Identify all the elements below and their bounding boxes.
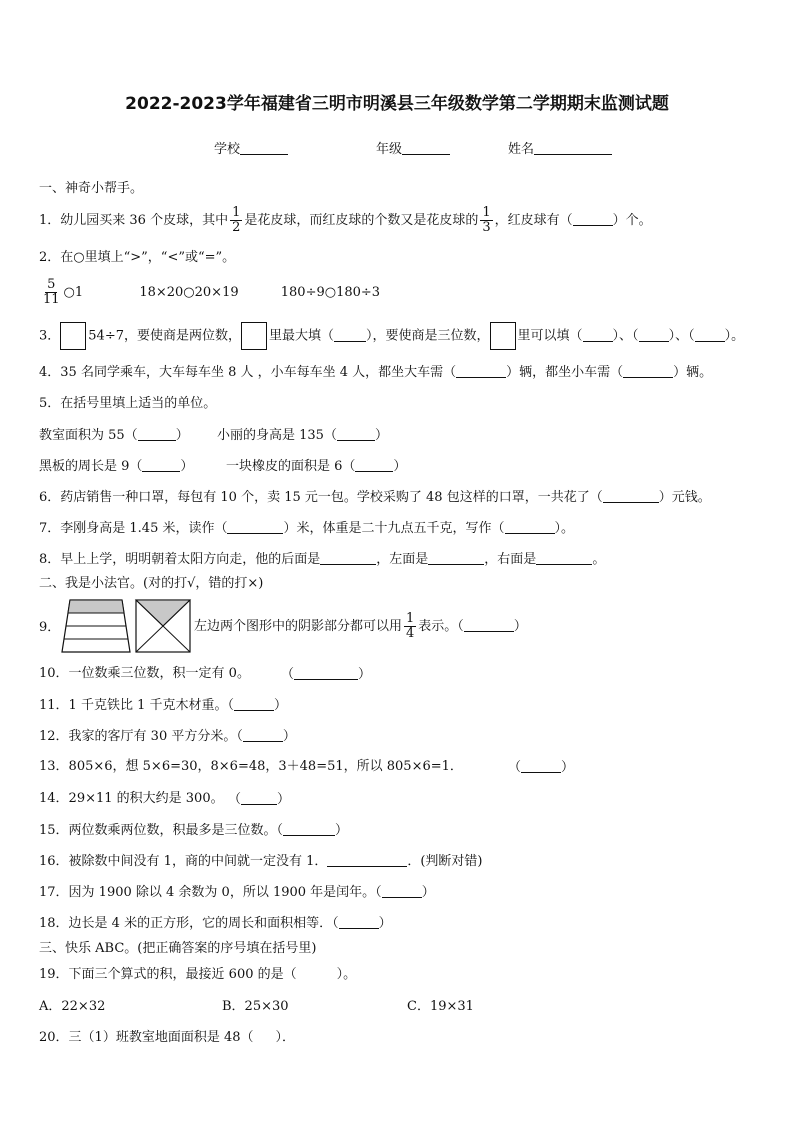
question-17	[39, 883, 435, 902]
q11-blank[interactable]	[234, 696, 274, 711]
q19-option-c[interactable]: C．19×31	[407, 999, 474, 1014]
q3-text-b: 里最大填（	[269, 328, 335, 344]
q4-text-a: 4．35 名同学乘车，大车每车坐 8 人 ，小车每车坐 4 人，都坐大车需（	[39, 365, 457, 380]
q3-blank-2[interactable]	[583, 327, 613, 342]
q5-line-1	[39, 426, 189, 445]
q5-line-2	[39, 457, 193, 476]
q19-paren-close: ）。	[336, 967, 357, 982]
question-16	[39, 852, 483, 871]
q4-text-c: ）辆。	[673, 365, 713, 380]
q4-blank-2[interactable]	[623, 363, 673, 378]
q7-text-c: ）。	[554, 521, 575, 536]
q9-text-b: 表示。（	[418, 619, 464, 634]
trapezoid-figure	[62, 600, 130, 652]
q3-text-d: 里可以填（	[517, 328, 583, 344]
q18-text: 18．边长是 4 米的正方形，它的周长和面积相等．（	[39, 916, 339, 931]
q9-blank[interactable]	[464, 617, 514, 632]
fraction-one-third: $\frac{1}{3}$	[482, 205, 491, 235]
q13-answer	[508, 758, 574, 777]
fraction-five-elevenths: $\frac{5}{11}$	[43, 277, 60, 307]
section-3-heading: 三、快乐 ABC。(把正确答案的序号填在括号里)	[39, 941, 317, 956]
q10-paren-close: ）	[358, 667, 372, 682]
q15-text: 15．两位数乘两位数，积最多是三位数。（	[39, 823, 284, 838]
q8-blank-3[interactable]	[536, 550, 592, 565]
question-14	[39, 790, 224, 808]
q19-option-b[interactable]: B．25×30	[222, 999, 289, 1014]
q5-blank-2[interactable]	[337, 426, 375, 441]
q12-paren-close: ）	[282, 729, 296, 744]
question-10	[39, 665, 250, 683]
question-15	[39, 821, 348, 840]
question-9	[194, 608, 527, 646]
q20-text: 20．三（1）班教室地面面积是 48（	[39, 1030, 254, 1045]
q7-text-b: ）米，体重是二十九点五千克，写作（	[283, 521, 505, 536]
question-1	[39, 203, 652, 239]
grade-field	[376, 140, 450, 159]
q4-text-b: ）辆，都坐小车需（	[506, 365, 624, 380]
q1-text-c: ，红皮球有（	[494, 213, 573, 228]
q20-paren-close: ）．	[275, 1030, 296, 1045]
question-20	[39, 1029, 295, 1047]
q1-text-b: 是花皮球，而红皮球的个数又是花皮球的	[244, 213, 479, 228]
q7-text-a: 7．李刚身高是 1.45 米，读作（	[39, 521, 228, 536]
question-19	[39, 966, 356, 984]
q16-blank[interactable]	[327, 852, 407, 867]
question-4	[39, 363, 712, 382]
q9-number: 9．	[39, 620, 61, 635]
q12-blank[interactable]	[243, 727, 283, 742]
q3-number: 3．	[39, 328, 61, 344]
q13-blank[interactable]	[521, 758, 561, 773]
q12-text: 12．我家的客厅有 30 平方分米。（	[39, 729, 243, 744]
school-field	[214, 140, 288, 159]
q5-paren-2: ）	[374, 428, 388, 443]
fraction-one-quarter: $\frac{1}{4}$	[406, 611, 415, 641]
question-5: 5．在括号里填上适当的单位。	[39, 396, 217, 411]
question-2: 2．在○里填上“>”，“<”或“=”。	[39, 250, 236, 265]
q2-compare-2[interactable]: 18×20○20×19	[139, 285, 239, 300]
q5-paren-4: ）	[393, 459, 407, 474]
q14-paren-close: ）	[277, 792, 291, 807]
q4-blank-1[interactable]	[456, 363, 506, 378]
school-label: 学校	[214, 142, 241, 157]
q3-box-3[interactable]	[490, 322, 516, 350]
page-title: 2022-2023学年福建省三明市明溪县三年级数学第二学期期末监测试题	[125, 94, 669, 114]
question-13	[39, 758, 463, 776]
section-2-heading: 二、我是小法官。(对的打√，错的打×)	[39, 576, 264, 591]
q14-blank[interactable]	[241, 790, 277, 805]
q3-box-1[interactable]	[60, 322, 86, 350]
q6-blank[interactable]	[603, 488, 659, 503]
q5-blank-3[interactable]	[142, 457, 180, 472]
q18-blank[interactable]	[339, 914, 379, 929]
q6-text-b: ）元钱。	[658, 490, 711, 505]
q5-eraser-area: 一块橡皮的面积是 6（	[226, 459, 356, 474]
q16-judge-note: ．(判断对错)	[407, 854, 483, 869]
q17-blank[interactable]	[382, 883, 422, 898]
question-6	[39, 488, 711, 507]
section-1-heading: 一、神奇小帮手。	[39, 181, 144, 196]
question-12	[39, 727, 296, 746]
q5-classroom-area: 教室面积为 55（	[39, 428, 138, 443]
question-18	[39, 914, 392, 933]
q9-text-a: 左边两个图形中的阴影部分都可以用	[194, 619, 403, 634]
q19-text: 19．下面三个算式的积，最接近 600 的是（	[39, 967, 297, 982]
name-blank[interactable]	[534, 140, 612, 155]
q2-comparisons	[39, 275, 380, 311]
question-7	[39, 519, 574, 538]
q15-blank[interactable]	[283, 821, 335, 836]
q19-option-a[interactable]: A．22×32	[39, 999, 106, 1014]
grade-blank[interactable]	[402, 140, 450, 155]
q10-text: 10．一位数乘三位数，积一定有 0。	[39, 666, 250, 681]
q6-text-a: 6．药店销售一种口罩，每包有 10 个，卖 15 元一包。学校采购了 48 包这样的口罩，一共花了（	[39, 490, 603, 505]
q3-blank-4[interactable]	[695, 327, 725, 342]
q14-paren-open: （	[228, 792, 242, 807]
q3-text-f: ）、（	[668, 328, 695, 344]
fraction-one-half: $\frac{1}{2}$	[232, 205, 241, 235]
q2-compare-3[interactable]: 180÷9○180÷3	[280, 285, 381, 300]
q5-blackboard-perimeter: 黑板的周长是 9（	[39, 459, 143, 474]
school-blank[interactable]	[240, 140, 288, 155]
q7-blank-2[interactable]	[505, 519, 555, 534]
q17-paren-close: ）	[421, 885, 435, 900]
q18-paren-close: ）	[378, 916, 392, 931]
q17-text: 17．因为 1900 除以 4 余数为 0，所以 1900 年是闰年。（	[39, 885, 382, 900]
name-field	[508, 140, 612, 159]
q8-text-b: ，左面是	[376, 552, 429, 567]
q5-blank-1[interactable]	[138, 426, 176, 441]
q3-blank-1[interactable]	[334, 327, 366, 342]
q3-text-a: 54÷7，要使商是两位数，	[88, 328, 241, 344]
name-label: 姓名	[508, 142, 535, 157]
q14-text: 14．29×11 的积大约是 300。	[39, 791, 224, 806]
q1-text-d: ）个。	[612, 213, 652, 228]
q8-text-c: ，右面是	[484, 552, 537, 567]
q3-text-c: ），要使商是三位数，	[366, 328, 490, 344]
question-11	[39, 696, 287, 715]
q14-answer	[228, 790, 290, 809]
q1-text-a: 1．幼儿园买来 36 个皮球，其中	[39, 213, 229, 228]
q8-text-a: 8．早上上学，明明朝着太阳方向走，他的后面是	[39, 552, 321, 567]
q11-paren-close: ）	[273, 698, 287, 713]
q8-text-d: 。	[592, 552, 606, 567]
q7-blank-1[interactable]	[227, 519, 283, 534]
question-3	[39, 322, 744, 351]
q5-height: 小丽的身高是 135（	[217, 428, 337, 443]
q8-blank-1[interactable]	[320, 550, 376, 565]
q13-text: 13．805×6，想 5×6=30，8×6=48，3＋48=51，所以 805×6=1．	[39, 759, 463, 774]
q5-paren-1: ）	[175, 428, 189, 443]
q2-compare-1[interactable]: ○1	[63, 285, 84, 300]
q16-text: 16．被除数中间没有 1，商的中间就一定没有 1．	[39, 854, 328, 869]
q10-paren-open: （	[281, 667, 295, 682]
q15-paren-close: ）	[335, 823, 349, 838]
q5-blank-4[interactable]	[355, 457, 393, 472]
grade-label: 年级	[376, 142, 403, 157]
q5-paren-3: ）	[180, 459, 194, 474]
q1-answer-blank[interactable]	[573, 211, 613, 226]
q3-blank-3[interactable]	[639, 327, 669, 342]
q5-line-1b	[217, 426, 388, 445]
q10-answer	[281, 665, 371, 684]
q13-paren-open: （	[508, 760, 522, 775]
q8-blank-2[interactable]	[428, 550, 484, 565]
square-figure	[136, 600, 190, 652]
q13-paren-close: ）	[561, 760, 575, 775]
q9-text-c: ）	[513, 619, 527, 634]
q9-figures	[60, 598, 192, 656]
q5-line-2b	[226, 457, 406, 476]
question-8	[39, 550, 605, 569]
q11-text: 11．1 千克铁比 1 千克木材重。（	[39, 698, 234, 713]
q3-text-g: ）。	[724, 328, 745, 344]
q3-text-e: ）、（	[612, 328, 639, 344]
q3-box-2[interactable]	[241, 322, 267, 350]
q10-blank[interactable]	[294, 665, 358, 680]
